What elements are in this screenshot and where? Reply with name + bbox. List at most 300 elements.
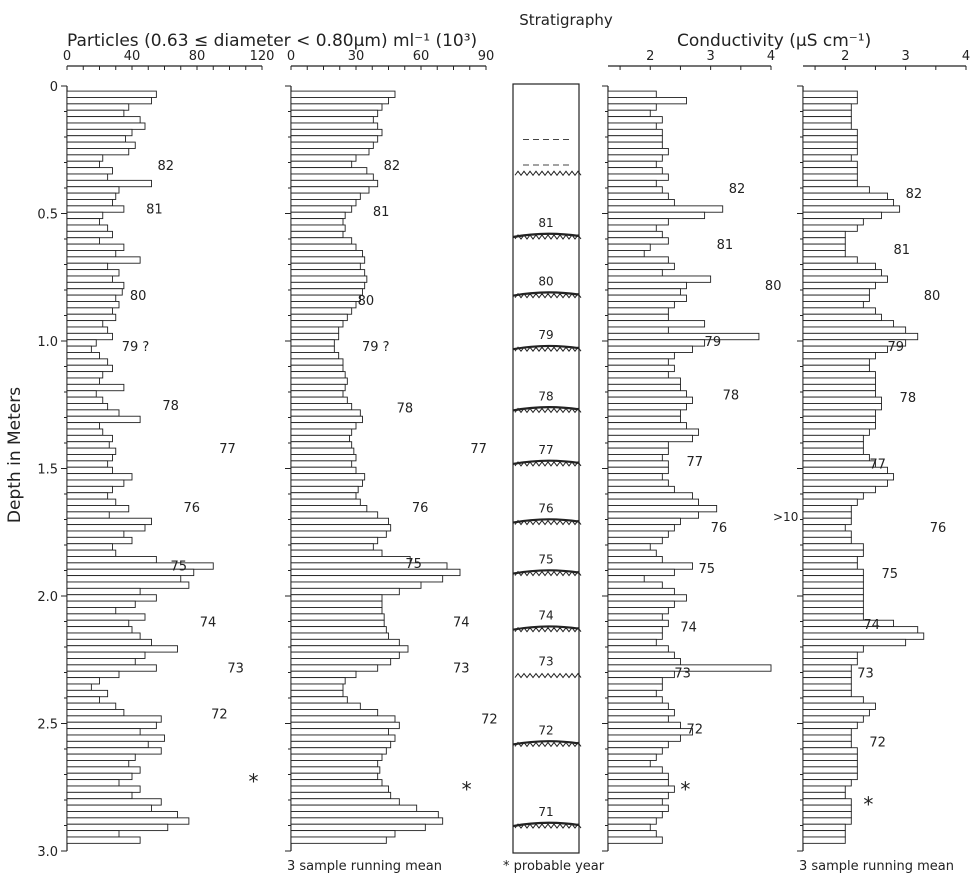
data-bar xyxy=(291,499,360,505)
data-bar xyxy=(291,129,382,135)
stratigraphy-footnote: * probable year xyxy=(503,859,605,874)
year-label: 73 xyxy=(674,666,691,682)
data-bar xyxy=(291,773,378,779)
data-bar xyxy=(608,588,674,594)
data-bar xyxy=(608,614,662,620)
data-bar xyxy=(608,658,680,664)
data-bar xyxy=(67,588,140,594)
data-bar xyxy=(803,582,863,588)
data-bar xyxy=(67,684,91,690)
data-bar xyxy=(291,690,343,696)
data-bar xyxy=(67,142,135,148)
data-bar xyxy=(803,136,857,142)
year-label: 75 xyxy=(405,556,422,572)
data-bar xyxy=(803,831,845,837)
data-bar xyxy=(67,397,103,403)
data-bar xyxy=(291,168,367,174)
data-bar xyxy=(67,333,113,339)
data-bar xyxy=(291,416,363,422)
data-bar xyxy=(803,289,869,295)
year-label: 76 xyxy=(710,521,728,537)
data-bar xyxy=(67,161,100,167)
data-bar xyxy=(67,805,152,811)
data-bar xyxy=(608,391,686,397)
data-bar xyxy=(291,454,356,460)
data-bar xyxy=(608,690,656,696)
data-bar xyxy=(608,563,693,569)
data-bar xyxy=(803,748,857,754)
data-bar xyxy=(803,563,857,569)
data-bar xyxy=(803,569,863,575)
year-label: 78 xyxy=(899,391,917,407)
stratigraphy-year-label: 71 xyxy=(538,805,554,820)
value-tick-label: 3 xyxy=(706,49,715,64)
value-tick-label: 120 xyxy=(249,49,275,64)
data-bar xyxy=(608,550,656,556)
data-bar xyxy=(67,531,124,537)
data-bar xyxy=(803,786,845,792)
data-bar xyxy=(608,595,686,601)
data-bar xyxy=(608,799,662,805)
data-bar xyxy=(291,754,382,760)
year-label: 81 xyxy=(893,243,911,259)
data-bar xyxy=(291,569,460,575)
data-bar xyxy=(67,595,156,601)
data-bar xyxy=(67,448,116,454)
data-bar xyxy=(291,811,438,817)
data-bar xyxy=(608,301,674,307)
data-bar xyxy=(803,193,888,199)
data-bar xyxy=(291,678,345,684)
data-bar xyxy=(608,282,686,288)
data-bar xyxy=(67,792,132,798)
data-bar xyxy=(291,671,356,677)
data-bar xyxy=(803,435,863,441)
data-bar xyxy=(608,97,686,103)
data-bar xyxy=(803,321,894,327)
data-bar xyxy=(803,270,881,276)
data-bar xyxy=(291,110,378,116)
data-bar xyxy=(608,270,662,276)
data-bar xyxy=(291,665,378,671)
data-bar xyxy=(803,678,851,684)
data-bar xyxy=(291,505,367,511)
data-bar xyxy=(803,499,857,505)
data-bar xyxy=(291,786,389,792)
depth-tick-label: 0 xyxy=(49,80,58,95)
data-bar xyxy=(803,620,894,626)
data-bar xyxy=(291,760,378,766)
data-bar xyxy=(291,352,339,358)
data-bar xyxy=(608,231,662,237)
data-bar xyxy=(608,129,662,135)
data-bar xyxy=(803,760,857,766)
data-bar xyxy=(803,518,851,524)
data-bar xyxy=(291,231,343,237)
data-bar xyxy=(803,308,875,314)
data-bar xyxy=(803,327,906,333)
data-bar xyxy=(291,276,367,282)
data-bar xyxy=(803,716,863,722)
data-bar xyxy=(803,601,863,607)
data-bar xyxy=(608,123,656,129)
data-bar xyxy=(803,461,875,467)
data-bar xyxy=(67,257,140,263)
data-bar xyxy=(291,729,389,735)
data-bar xyxy=(291,97,389,103)
data-bar xyxy=(291,238,352,244)
stratigraphy-year-label: 81 xyxy=(538,216,554,230)
probable-year-marker: * xyxy=(248,769,259,794)
data-bar xyxy=(803,448,863,454)
data-bar xyxy=(803,384,875,390)
data-bar xyxy=(67,155,103,161)
data-bar xyxy=(291,595,382,601)
data-bar xyxy=(291,365,343,371)
data-bar xyxy=(67,461,108,467)
data-bar xyxy=(608,773,668,779)
data-bar xyxy=(803,665,851,671)
data-bar xyxy=(67,327,108,333)
data-bar xyxy=(803,780,851,786)
year-label: 78 xyxy=(722,388,740,404)
data-bar xyxy=(608,410,680,416)
data-bar xyxy=(608,499,699,505)
data-bar xyxy=(803,429,869,435)
data-bar xyxy=(803,225,857,231)
data-bar xyxy=(608,161,656,167)
data-bar xyxy=(803,697,863,703)
data-bar xyxy=(291,212,345,218)
year-label: 80 xyxy=(764,278,782,294)
data-bar xyxy=(608,448,668,454)
data-bar xyxy=(291,314,347,320)
data-bar xyxy=(291,423,356,429)
data-bar xyxy=(608,372,668,378)
data-bar xyxy=(291,512,378,518)
data-bar xyxy=(803,537,851,543)
data-bar xyxy=(67,187,119,193)
data-bar xyxy=(291,633,389,639)
data-bar xyxy=(67,250,116,256)
data-bar xyxy=(803,238,845,244)
data-bar xyxy=(291,142,373,148)
data-bar xyxy=(803,276,888,282)
year-label: 75 xyxy=(881,567,898,583)
data-bar xyxy=(67,741,148,747)
data-bar xyxy=(67,289,122,295)
data-bar xyxy=(608,244,650,250)
data-bar xyxy=(291,646,408,652)
data-bar xyxy=(608,480,668,486)
data-bar xyxy=(67,811,178,817)
data-bar xyxy=(803,416,875,422)
data-bar xyxy=(803,556,857,562)
data-bar xyxy=(291,537,378,543)
data-bar xyxy=(608,582,662,588)
data-bar xyxy=(67,767,140,773)
data-bar xyxy=(67,378,100,384)
value-tick-label: 2 xyxy=(841,49,850,64)
data-bar xyxy=(67,486,113,492)
data-bar xyxy=(67,582,189,588)
data-bar xyxy=(803,346,888,352)
data-bar xyxy=(67,563,213,569)
data-bar xyxy=(608,117,662,123)
data-bar xyxy=(803,735,851,741)
data-bar xyxy=(67,199,113,205)
data-bar xyxy=(291,607,382,613)
data-bar xyxy=(608,518,680,524)
year-label: 75 xyxy=(170,559,188,575)
data-bar xyxy=(67,372,103,378)
data-bar xyxy=(291,257,365,263)
data-bar xyxy=(291,91,395,97)
data-bar xyxy=(608,193,668,199)
year-label: 72 xyxy=(211,707,228,723)
data-bar xyxy=(291,104,382,110)
value-tick-label: 2 xyxy=(646,49,655,64)
data-bar xyxy=(291,697,347,703)
data-bar xyxy=(803,244,845,250)
data-bar xyxy=(608,837,662,843)
data-bar xyxy=(291,403,352,409)
data-bar xyxy=(67,760,129,766)
data-bar xyxy=(608,684,662,690)
year-label: 80 xyxy=(129,289,147,305)
data-bar xyxy=(291,831,395,837)
data-bar xyxy=(67,512,109,518)
data-bar xyxy=(67,824,168,830)
data-bar xyxy=(803,824,845,830)
data-bar xyxy=(291,531,386,537)
data-bar xyxy=(291,824,425,830)
data-bar xyxy=(291,709,378,715)
data-bar xyxy=(608,187,662,193)
data-bar xyxy=(803,576,863,582)
data-bar xyxy=(67,831,119,837)
data-bar xyxy=(608,671,674,677)
data-bar xyxy=(67,416,140,422)
data-bar xyxy=(291,123,378,129)
data-bar xyxy=(608,321,705,327)
year-label: 77 xyxy=(869,457,886,473)
data-bar xyxy=(67,340,96,346)
depth-tick-label: 1.0 xyxy=(37,335,58,350)
year-label: 80 xyxy=(357,294,375,310)
data-bar xyxy=(803,423,875,429)
data-bar xyxy=(608,238,668,244)
value-tick-label: 80 xyxy=(188,49,206,64)
data-bar xyxy=(67,722,156,728)
data-bar xyxy=(67,180,152,186)
data-bar xyxy=(803,614,863,620)
data-bar xyxy=(67,671,119,677)
data-bar xyxy=(803,295,869,301)
value-tick-label: 4 xyxy=(766,49,776,64)
data-bar xyxy=(803,652,857,658)
data-bar xyxy=(803,595,863,601)
data-bar xyxy=(67,282,124,288)
data-bar xyxy=(67,365,113,371)
data-bar xyxy=(291,544,373,550)
data-bar xyxy=(67,238,100,244)
conductivity-panel xyxy=(602,49,798,851)
data-bar xyxy=(67,639,152,645)
year-label: 73 xyxy=(227,661,244,677)
data-bar xyxy=(67,780,119,786)
data-bar xyxy=(608,818,656,824)
data-bar xyxy=(67,301,119,307)
data-bar xyxy=(67,678,100,684)
data-bar xyxy=(608,206,723,212)
data-bar xyxy=(67,270,119,276)
data-bar xyxy=(291,346,334,352)
data-bar xyxy=(608,627,662,633)
year-label: 81 xyxy=(716,238,734,254)
data-bar xyxy=(67,754,135,760)
panel-footnote: 3 sample running mean xyxy=(799,859,954,874)
data-bar xyxy=(67,607,116,613)
data-bar xyxy=(803,607,863,613)
data-bar xyxy=(803,372,875,378)
data-bar xyxy=(67,646,178,652)
data-bar xyxy=(803,97,857,103)
data-bar xyxy=(803,161,857,167)
data-bar xyxy=(291,525,391,531)
data-bar xyxy=(67,614,145,620)
data-bar xyxy=(291,397,347,403)
data-bar xyxy=(291,442,352,448)
probable-year-marker: * xyxy=(461,777,472,802)
data-bar xyxy=(291,588,399,594)
year-label: 74 xyxy=(680,620,697,636)
data-bar xyxy=(803,709,869,715)
data-bar xyxy=(291,684,343,690)
data-bar xyxy=(608,403,686,409)
data-bar xyxy=(67,454,113,460)
data-bar xyxy=(67,359,108,365)
data-bar xyxy=(803,352,875,358)
year-label: 72 xyxy=(869,735,886,751)
year-label: 76 xyxy=(929,521,947,537)
data-bar xyxy=(608,512,699,518)
value-tick-label: 3 xyxy=(901,49,910,64)
data-bar xyxy=(291,837,386,843)
data-bar xyxy=(608,168,662,174)
data-bar xyxy=(67,480,124,486)
stratigraphy-year-label: 76 xyxy=(538,501,554,516)
data-bar xyxy=(291,493,356,499)
data-bar xyxy=(291,467,356,473)
value-tick-label: 60 xyxy=(412,49,430,64)
depth-tick-label: 3.0 xyxy=(37,845,58,860)
year-label: 82 xyxy=(383,159,401,175)
data-bar xyxy=(67,429,103,435)
year-label: 77 xyxy=(219,442,236,458)
data-bar xyxy=(67,601,135,607)
data-bar xyxy=(67,525,145,531)
year-label: 82 xyxy=(157,159,175,175)
year-label: 73 xyxy=(453,661,470,677)
data-bar xyxy=(803,187,869,193)
data-bar xyxy=(803,301,863,307)
data-bar xyxy=(608,276,711,282)
data-bar xyxy=(291,174,373,180)
data-bar xyxy=(608,384,680,390)
data-bar xyxy=(291,620,384,626)
year-label: 76 xyxy=(183,500,201,516)
data-bar xyxy=(803,671,851,677)
particles-panel xyxy=(61,49,274,851)
data-bar xyxy=(803,206,900,212)
data-bar xyxy=(67,735,165,741)
data-bar xyxy=(67,633,140,639)
data-bar xyxy=(608,174,668,180)
year-label: 78 xyxy=(396,401,414,417)
data-bar xyxy=(291,716,395,722)
data-bar xyxy=(67,474,132,480)
data-bar xyxy=(608,760,650,766)
data-bar xyxy=(291,741,391,747)
data-bar xyxy=(803,639,906,645)
data-bar xyxy=(608,569,674,575)
data-bar xyxy=(803,512,851,518)
data-bar xyxy=(291,263,360,269)
data-bar xyxy=(803,110,851,116)
data-bar xyxy=(291,735,395,741)
data-bar xyxy=(803,250,845,256)
data-bar xyxy=(291,289,363,295)
data-bar xyxy=(608,136,662,142)
data-bar xyxy=(803,174,857,180)
data-bar xyxy=(608,199,674,205)
data-bar xyxy=(803,627,918,633)
data-bar xyxy=(67,435,113,441)
year-label: 79 ? xyxy=(362,340,390,356)
data-bar xyxy=(803,703,875,709)
data-bar xyxy=(803,729,851,735)
data-bar xyxy=(803,525,845,531)
data-bar xyxy=(608,474,662,480)
data-bar xyxy=(608,148,668,154)
data-bar xyxy=(291,429,352,435)
probable-year-marker: * xyxy=(863,792,874,817)
data-bar xyxy=(608,805,668,811)
data-bar xyxy=(803,142,857,148)
data-bar xyxy=(67,505,129,511)
data-bar xyxy=(291,199,356,205)
data-bar xyxy=(291,780,382,786)
data-bar xyxy=(608,263,674,269)
data-bar xyxy=(608,505,717,511)
data-bar xyxy=(67,346,91,352)
data-bar xyxy=(608,576,644,582)
data-bar xyxy=(291,480,363,486)
data-bar xyxy=(608,340,705,346)
data-bar xyxy=(608,104,656,110)
data-bar xyxy=(608,467,668,473)
data-bar xyxy=(608,308,668,314)
data-bar xyxy=(291,308,352,314)
year-label: 72 xyxy=(481,712,498,728)
stratigraphy-year-label: 78 xyxy=(538,389,554,404)
data-bar xyxy=(608,741,668,747)
data-bar xyxy=(291,601,382,607)
data-bar xyxy=(803,805,851,811)
data-bar xyxy=(67,709,124,715)
data-bar xyxy=(67,576,181,582)
